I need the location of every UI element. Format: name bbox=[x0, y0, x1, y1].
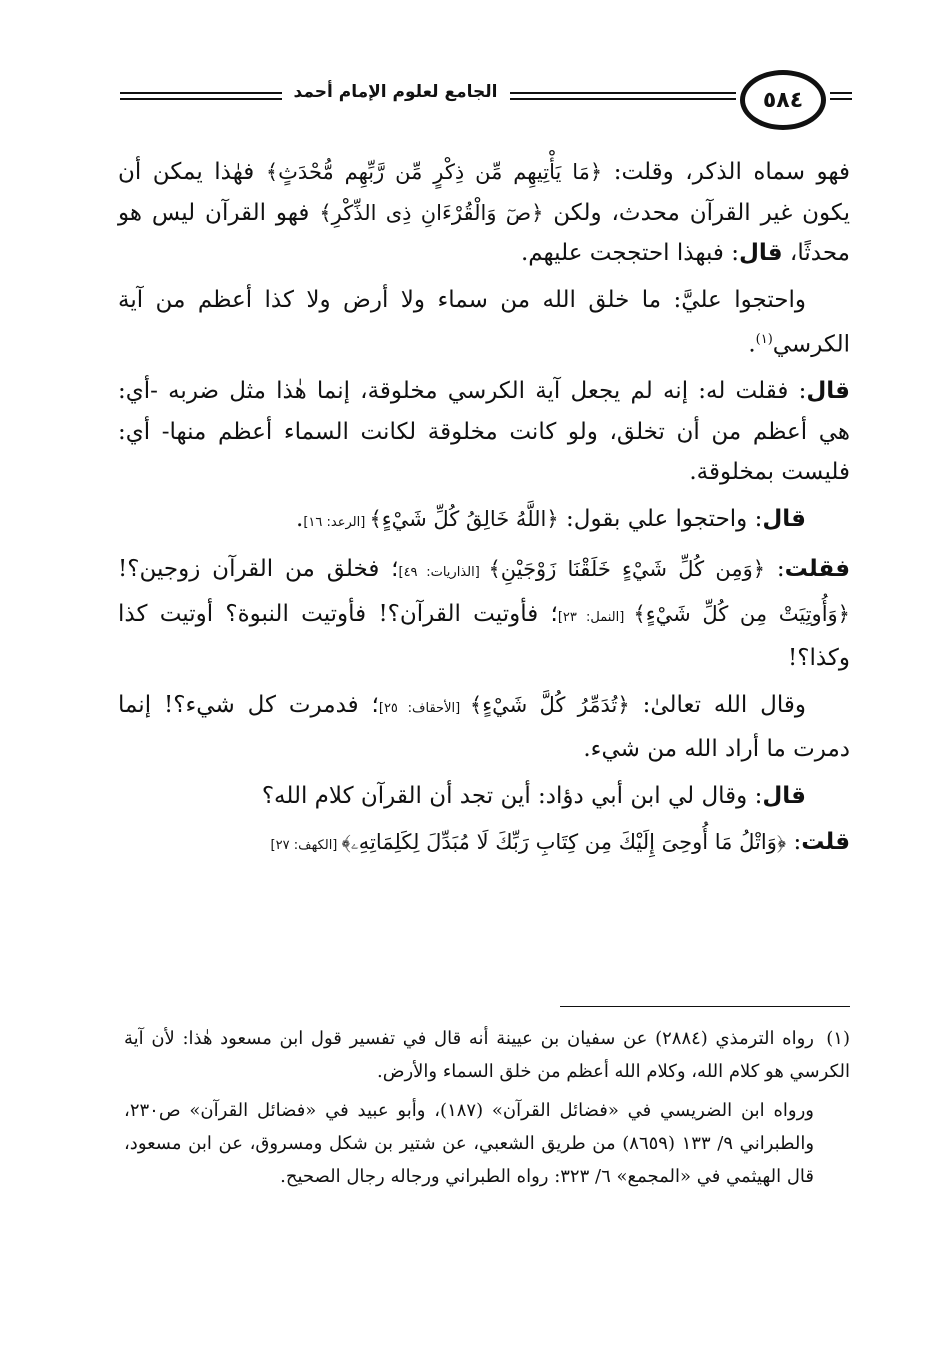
surah-reference: [النمل: ٢٣] bbox=[557, 609, 634, 625]
text: ؛ فخلق من القرآن زوجين؟! bbox=[118, 556, 399, 583]
header-rule-left bbox=[120, 92, 282, 94]
text: واحتجوا عليَّ: ما خلق الله من سماء ولا أرض ولا كذا أعظم من آية الكرسي bbox=[118, 286, 850, 358]
header-rule-middle-2 bbox=[510, 98, 736, 100]
text: وقال الله تعالىٰ: bbox=[629, 691, 807, 718]
quran-verse: ﴿تُدَمِّرُ كُلَّ شَيْءٍ﴾ bbox=[469, 692, 630, 717]
footnote bbox=[124, 1022, 850, 1088]
surah-reference: [الكهف: ٢٧] bbox=[270, 838, 342, 854]
quran-verse: ﴿وَأُوتِيَتْ مِن كُلِّ شَيْءٍ﴾ bbox=[633, 601, 850, 626]
surah-reference: [الذاريات: ٤٩] bbox=[398, 565, 489, 581]
text: : واحتجوا علي بقول: bbox=[558, 505, 763, 532]
text: ؛ فأوتيت القرآن؟! فأوتيت النبوة؟ أوتيت كذا وكذا؟! bbox=[118, 600, 850, 672]
keyword-faqultu: فقلت bbox=[784, 556, 851, 583]
header-rule-middle bbox=[510, 92, 736, 94]
paragraph bbox=[118, 549, 850, 679]
text: فهو سماه الذكر، وقلت: bbox=[602, 159, 850, 185]
paragraph bbox=[118, 371, 850, 493]
keyword-qala: قال bbox=[806, 378, 850, 405]
footnote-text: رواه الترمذي (٢٨٨٤) عن سفيان بن عيينة أنه قال في تفسير قول ابن مسعود هٰذا: لأن آية الكرسي هو كلام الله، وكلام الله أعظم من خلق السماء والأرض. bbox=[124, 1028, 850, 1082]
text: : فبهذا احتججت عليهم. bbox=[520, 240, 739, 266]
surah-reference: [الأحقاف: ٢٥] bbox=[378, 700, 470, 716]
keyword-qala: قال bbox=[762, 505, 806, 532]
book-title: الجامع لعلوم الإمام أحمد bbox=[293, 82, 498, 102]
header-rule-right-2 bbox=[830, 98, 852, 100]
header-rule-left-2 bbox=[120, 98, 282, 100]
text: . bbox=[296, 505, 304, 532]
quran-verse: ﴿وَاتْلُ مَا أُوحِىَ إِلَيْكَ مِن كِتَابِ رَبِّكَ لَا مُبَدِّلَ لِكَلِمَاتِهِۦ﴾ bbox=[341, 830, 787, 855]
page-number: ٥٨٤ bbox=[740, 70, 826, 130]
paragraph bbox=[118, 685, 850, 770]
main-text bbox=[118, 152, 850, 873]
footnote-ref[interactable]: (١) bbox=[755, 332, 773, 347]
keyword-qala: قال bbox=[762, 782, 806, 809]
quran-verse: ﴿اللَّهُ خَالِقُ كُلِّ شَيْءٍ﴾ bbox=[369, 506, 559, 531]
footnote-separator bbox=[560, 1006, 850, 1007]
text: فهٰذا يمكن أن يكون غير القرآن محدث، ولكن bbox=[118, 159, 851, 226]
surah-reference: [الرعد: ١٦] bbox=[303, 514, 370, 530]
quran-verse: ﴿مَا يَأْتِيهِم مِّن ذِكْرٍ مِّن رَّبِّهِم مُّحْدَثٍ﴾ bbox=[265, 160, 603, 184]
footnote-number: (١) bbox=[826, 1028, 850, 1049]
footnote-continuation: ورواه ابن الضريسي في «فضائل القرآن» (١٨٧)، وأبو عبيد في «فضائل القرآن» ص٢٣٠، والطبراني ٩/ ١٣٣ (٨٦٥٩) من طريق الشعبي، عن شتير بن شكل ومسروق، عن ابن مسعود، قال الهيثمي في «المجمع» ٦/ ٣٢٣: رواه الطبراني ورجاله رجال الصحيح. bbox=[124, 1100, 815, 1187]
quran-verse: ﴿صٓ وَالْقُرْءَانِ ذِى الذِّكْرِ﴾ bbox=[319, 200, 544, 225]
paragraph bbox=[118, 280, 850, 366]
text: : bbox=[786, 829, 802, 856]
quran-verse: ﴿وَمِن كُلِّ شَيْءٍ خَلَقْنَا زَوْجَيْنِ﴾ bbox=[488, 557, 766, 582]
text: فهو القرآن ليس هو محدثًا، bbox=[118, 199, 850, 266]
keyword-qala: قال bbox=[738, 240, 783, 266]
paragraph bbox=[118, 152, 850, 274]
paragraph bbox=[118, 776, 850, 817]
paragraph bbox=[118, 499, 850, 544]
text: : فقلت له: إنه لم يجعل آية الكرسي مخلوقة، إنما هٰذا مثل ضربه -أي: هي أعظم من أن تخلق، ولو كانت مخلوقة لكانت السماء أعظم منها- أي: فليست بمخلوقة. bbox=[118, 378, 850, 486]
keyword-qultu: قلت bbox=[801, 829, 850, 856]
header-rule-right bbox=[830, 92, 852, 94]
page-header bbox=[120, 70, 852, 140]
text: : bbox=[765, 556, 785, 583]
text: : وقال لي ابن أبي دؤاد: أين تجد أن القرآن كلام الله؟ bbox=[261, 782, 763, 809]
paragraph bbox=[118, 822, 850, 867]
text: . bbox=[748, 331, 756, 358]
footnotes bbox=[124, 1022, 850, 1199]
text: ؛ فدمرت كل شيء؟! إنما دمرت ما أراد الله من شيء. bbox=[118, 691, 850, 763]
